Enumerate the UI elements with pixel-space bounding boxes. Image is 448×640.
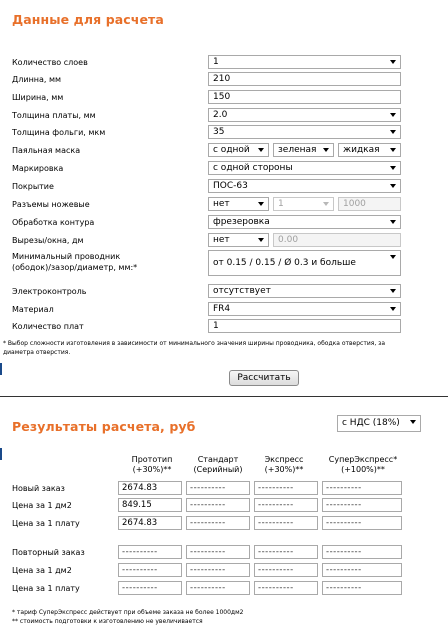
- repeat-price-board-standard-cell: ----------: [186, 581, 250, 595]
- foil-thickness-label: Толщина фольги, мкм: [12, 128, 106, 137]
- marking-label: Маркировка: [12, 164, 64, 173]
- new-price-dm2-express-cell: ----------: [254, 498, 318, 512]
- foil-thickness-select[interactable]: 35: [208, 125, 401, 139]
- repeat-price-board-label: Цена за 1 плату: [12, 584, 80, 593]
- new-price-board-label: Цена за 1 плату: [12, 519, 80, 528]
- board-thickness-select[interactable]: 2.0: [208, 108, 401, 122]
- edge-connectors-count-select[interactable]: 1: [273, 197, 334, 211]
- contour-select[interactable]: фрезеровка: [208, 215, 401, 229]
- col-header-line2: (Серийный): [193, 465, 243, 474]
- material-select[interactable]: FR4: [208, 302, 401, 316]
- electrotest-select[interactable]: отсутствует: [208, 284, 401, 298]
- min-conductor-label-line2: (ободок)/зазор/диаметр, мм:*: [12, 263, 138, 272]
- material-label: Материал: [12, 305, 54, 314]
- section-divider: [0, 396, 448, 397]
- edge-connectors-select[interactable]: нет: [208, 197, 269, 211]
- section-title-results: Результаты расчета, руб: [12, 419, 196, 434]
- solder-mask-label: Паяльная маска: [12, 146, 81, 155]
- repeat-order-superexpress-cell: ----------: [322, 545, 402, 559]
- section-title-input: Данные для расчета: [12, 12, 164, 27]
- solder-mask-color-select[interactable]: зеленая: [273, 143, 334, 157]
- new-price-board-prototype-cell: 2674.83: [118, 516, 182, 530]
- edge-connectors-label: Разъемы ножевые: [12, 200, 90, 209]
- cutouts-select[interactable]: нет: [208, 233, 269, 247]
- vat-select[interactable]: с НДС (18%): [337, 415, 421, 432]
- width-input[interactable]: 150: [208, 90, 401, 104]
- quantity-input[interactable]: 1: [208, 319, 401, 333]
- side-marker: [0, 448, 2, 460]
- layers-select[interactable]: 1: [208, 55, 401, 69]
- electrotest-label: Электроконтроль: [12, 287, 87, 296]
- new-price-board-express-cell: ----------: [254, 516, 318, 530]
- col-express-header: [252, 455, 316, 475]
- new-price-dm2-prototype-cell: 849.15: [118, 498, 182, 512]
- side-marker: [0, 363, 2, 375]
- new-order-prototype-cell: 2674.83: [118, 481, 182, 495]
- length-label: Длинна, мм: [12, 75, 62, 84]
- col-header-line1: Прототип: [131, 455, 173, 464]
- calculate-button[interactable]: Рассчитать: [229, 370, 299, 386]
- repeat-order-express-cell: ----------: [254, 545, 318, 559]
- repeat-price-dm2-standard-cell: ----------: [186, 563, 250, 577]
- coating-label: Покрытие: [12, 182, 54, 191]
- solder-mask-type-select[interactable]: жидкая: [338, 143, 401, 157]
- new-price-dm2-superexpress-cell: ----------: [322, 498, 402, 512]
- marking-select[interactable]: с одной стороны: [208, 161, 401, 175]
- footnote-preparation: ** стоимость подготовки к изготовлению не увеличивается: [12, 618, 203, 625]
- new-price-board-superexpress-cell: ----------: [322, 516, 402, 530]
- col-superexpress-header: [318, 455, 408, 475]
- col-standard-header: [186, 455, 250, 475]
- col-header-line2: (+100%)**: [341, 465, 385, 474]
- min-conductor-select[interactable]: от 0.15 / 0.15 / Ø 0.3 и больше: [208, 250, 401, 276]
- footnote-superexpress: * тариф СуперЭкспресс действует при объеме заказа не более 1000дм2: [12, 609, 244, 616]
- board-thickness-label: Толщина платы, мм: [12, 111, 96, 120]
- new-order-label: Новый заказ: [12, 484, 65, 493]
- new-order-standard-cell: ----------: [186, 481, 250, 495]
- edge-connectors-length-input[interactable]: 1000: [338, 197, 401, 211]
- solder-mask-sides-select[interactable]: с одной: [208, 143, 269, 157]
- min-conductor-label-line1: Минимальный проводник: [12, 252, 121, 261]
- new-order-superexpress-cell: ----------: [322, 481, 402, 495]
- cutouts-amount-input[interactable]: 0.00: [273, 233, 401, 247]
- repeat-order-standard-cell: ----------: [186, 545, 250, 559]
- new-price-dm2-label: Цена за 1 дм2: [12, 501, 72, 510]
- new-order-express-cell: ----------: [254, 481, 318, 495]
- col-header-line2: (+30%)**: [264, 465, 304, 474]
- col-header-line1: СуперЭкспресс*: [328, 455, 398, 464]
- length-input[interactable]: 210: [208, 72, 401, 86]
- quantity-label: Количество плат: [12, 322, 84, 331]
- complexity-note-line2: диаметра отверстия.: [3, 349, 71, 356]
- layers-label: Количество слоев: [12, 58, 88, 67]
- new-price-dm2-standard-cell: ----------: [186, 498, 250, 512]
- repeat-order-label: Повторный заказ: [12, 548, 85, 557]
- new-price-board-standard-cell: ----------: [186, 516, 250, 530]
- col-header-line1: Стандарт: [197, 455, 239, 464]
- coating-select[interactable]: ПОС-63: [208, 179, 401, 193]
- repeat-price-board-express-cell: ----------: [254, 581, 318, 595]
- repeat-price-board-prototype-cell: ----------: [118, 581, 182, 595]
- cutouts-label: Вырезы/окна, дм: [12, 236, 84, 245]
- repeat-price-dm2-label: Цена за 1 дм2: [12, 566, 72, 575]
- col-header-line1: Экспресс: [264, 455, 304, 464]
- col-header-line2: (+30%)**: [132, 465, 172, 474]
- repeat-price-board-superexpress-cell: ----------: [322, 581, 402, 595]
- contour-label: Обработка контура: [12, 218, 95, 227]
- repeat-price-dm2-express-cell: ----------: [254, 563, 318, 577]
- repeat-price-dm2-prototype-cell: ----------: [118, 563, 182, 577]
- repeat-order-prototype-cell: ----------: [118, 545, 182, 559]
- repeat-price-dm2-superexpress-cell: ----------: [322, 563, 402, 577]
- col-prototype-header: [120, 455, 184, 475]
- width-label: Ширина, мм: [12, 93, 64, 102]
- complexity-note-line1: * Выбор сложности изготовления в зависимости от минимального значения ширины проводника, ободка отверстия, за: [3, 340, 386, 347]
